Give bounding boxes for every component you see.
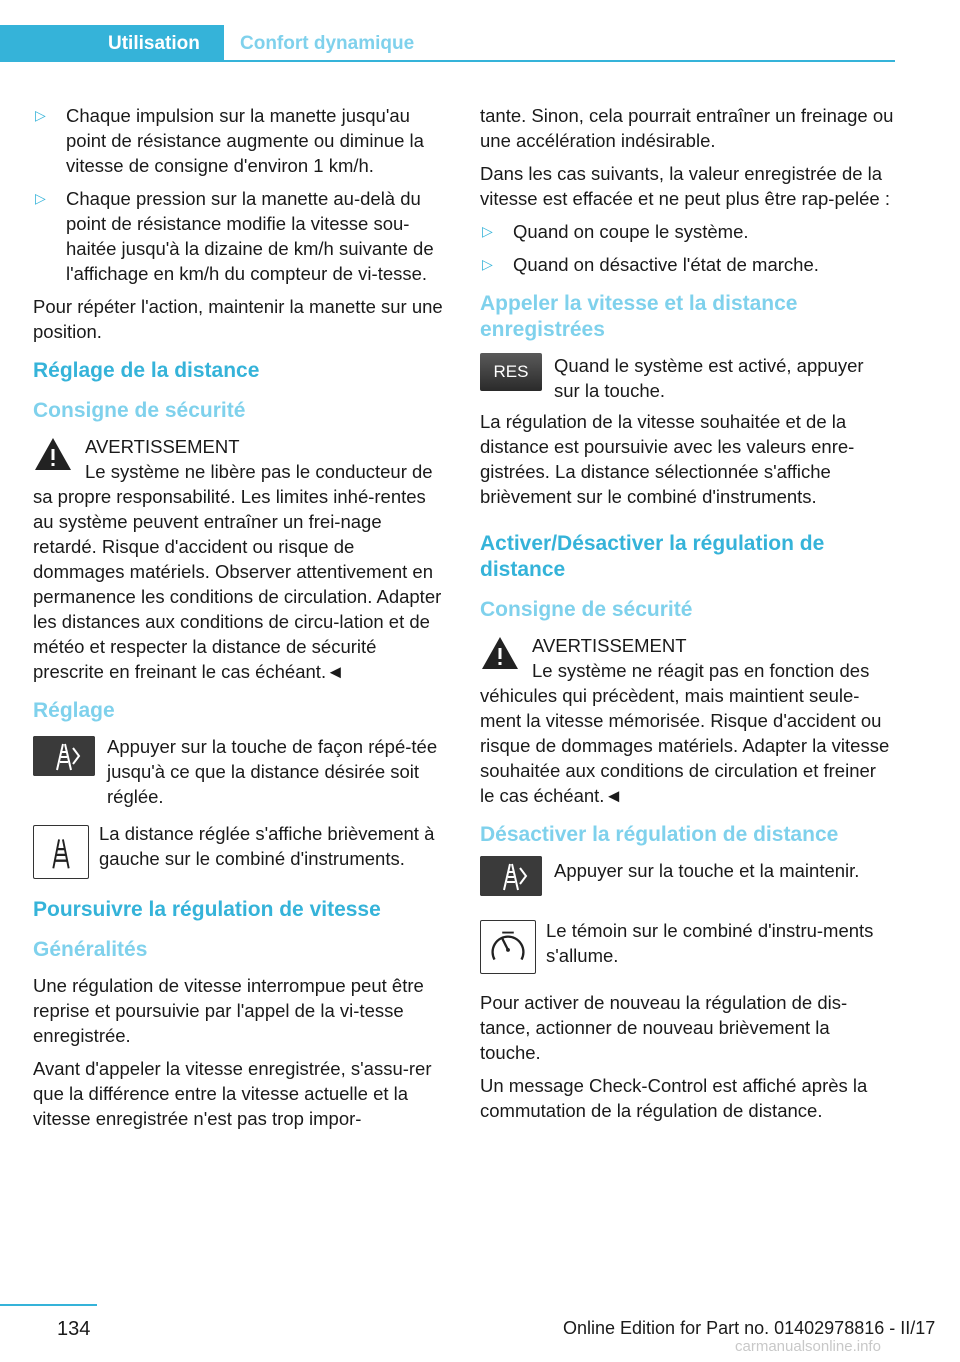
heading-setting: Réglage (33, 699, 115, 722)
paragraph: Pour répéter l'action, maintenir la manette sur une position. (33, 296, 443, 342)
paragraph: Avant d'appeler la vitesse enregistrée, s'assu-rer que la différence entre la vitesse actuelle et la vitesse enregistrée n'est pas trop impor- (33, 1058, 432, 1129)
heading-deactivate: Désactiver la régulation de distance (480, 823, 839, 846)
paragraph: Dans les cas suivants, la valeur enregistrée de la vitesse est effacée et ne peut plus être rap-pelée : (480, 163, 890, 209)
paragraph: Une régulation de vitesse interrompue peut être reprise et poursuivie par l'appel de la vi-tesse enregistrée. (33, 975, 424, 1046)
list-item: ▷ Quand on désactive l'état de marche. (482, 254, 819, 275)
setting-instruction: Appuyer sur la touche de façon répé-tée jusqu'à ce que la distance désirée soit réglée. (33, 734, 443, 809)
heading-safety: Consigne de sécurité (480, 598, 693, 621)
warning-text: Le système ne réagit pas en fonction des véhicules qui précèdent, mais maintient seule-ment la vitesse mémorisée. Risque d'accident ou risque de dommages matériels. Adapter la vitesse souhaitée aux conditions de circulation et freiner le cas échéant.◄ (480, 660, 890, 806)
indicator-instruction: Le témoin sur le combiné d'instru-ments s'allume. (480, 918, 894, 978)
subsection-tab: Confort dynamique (240, 33, 415, 54)
warning-block (480, 633, 894, 658)
bullet-triangle-icon: ▷ (482, 223, 493, 239)
paragraph: tante. Sinon, cela pourrait entraîner un freinage ou une accélération indésirable. (480, 105, 894, 151)
right-column (480, 103, 894, 1131)
page-header (0, 25, 895, 62)
paragraph: Un message Check-Control est affiché après la commutation de la régulation de distance. (480, 1075, 868, 1121)
res-button-icon: RES (480, 353, 542, 391)
display-instruction: La distance réglée s'affiche brièvement à gauche sur le combiné d'instruments. (33, 821, 443, 883)
recall-instruction: RES Quand le système est activé, appuyer sur la touche. (480, 353, 894, 403)
left-column (33, 103, 443, 1139)
section-tab: Utilisation (0, 25, 224, 62)
warning-triangle-icon (480, 635, 520, 671)
paragraph: La régulation de la vitesse souhaitée et de la distance est poursuivie avec les valeurs enre-gistrées. La distance sélectionnée s'affiche brièvement sur le combiné d'instruments. (480, 411, 855, 507)
warning-block (33, 434, 443, 459)
heading-toggle: Activer/Désactiver la régulation de distance (480, 532, 825, 581)
heading-safety: Consigne de sécurité (33, 399, 246, 422)
list-item: ▷ Quand on coupe le système. (482, 221, 749, 242)
distance-button-icon (480, 856, 542, 896)
heading-resume: Poursuivre la régulation de vitesse (33, 898, 381, 921)
bullet-triangle-icon: ▷ (482, 256, 493, 272)
paragraph: Pour activer de nouveau la régulation de dis-tance, actionner de nouveau brièvement la touche. (480, 992, 848, 1063)
warning-text: Le système ne libère pas le conducteur de sa propre responsabilité. Les limites inhé-rentes au système peuvent entraîner un frei-nage retardé. Risque d'accident ou risque de dommages matériels. Observer attentivement en permanence les conditions de circulation. Adapter les distances aux conditions de circu-lation et de météo et respecter la distance de sécurité prescrite en freinant le cas échéant.◄ (33, 461, 442, 682)
heading-distance-setting: Réglage de la distance (33, 359, 260, 382)
warning-title: AVERTISSEMENT (532, 635, 687, 656)
warning-triangle-icon (33, 436, 73, 472)
distance-display-icon (33, 825, 89, 879)
edition-note: Online Edition for Part no. 01402978816 - II/17 (563, 1318, 936, 1338)
heading-general: Généralités (33, 938, 148, 961)
speedometer-indicator-icon (480, 920, 536, 974)
header-rule (224, 60, 895, 62)
footer-rule (0, 1304, 97, 1306)
warning-title: AVERTISSEMENT (85, 436, 240, 457)
distance-button-icon (33, 736, 95, 776)
page-number: 134 (57, 1318, 91, 1340)
list-item: ▷ Chaque impulsion sur la manette jusqu'au point de résistance augmente ou diminue la vitesse de consigne d'environ 1 km/h. (35, 105, 424, 176)
deactivate-instruction: Appuyer sur la touche et la maintenir. (480, 858, 894, 906)
list-item: ▷ Chaque pression sur la manette au-delà du point de résistance modifie la vitesse sou-haitée jusqu'à la dizaine de km/h suivante de l'affichage en km/h du compteur de vi-tesse. (35, 188, 434, 284)
heading-recall: Appeler la vitesse et la distance enregistrées (480, 292, 798, 341)
watermark: carmanualsonline.info (735, 1338, 881, 1355)
bullet-triangle-icon: ▷ (35, 107, 46, 123)
bullet-triangle-icon: ▷ (35, 190, 46, 206)
